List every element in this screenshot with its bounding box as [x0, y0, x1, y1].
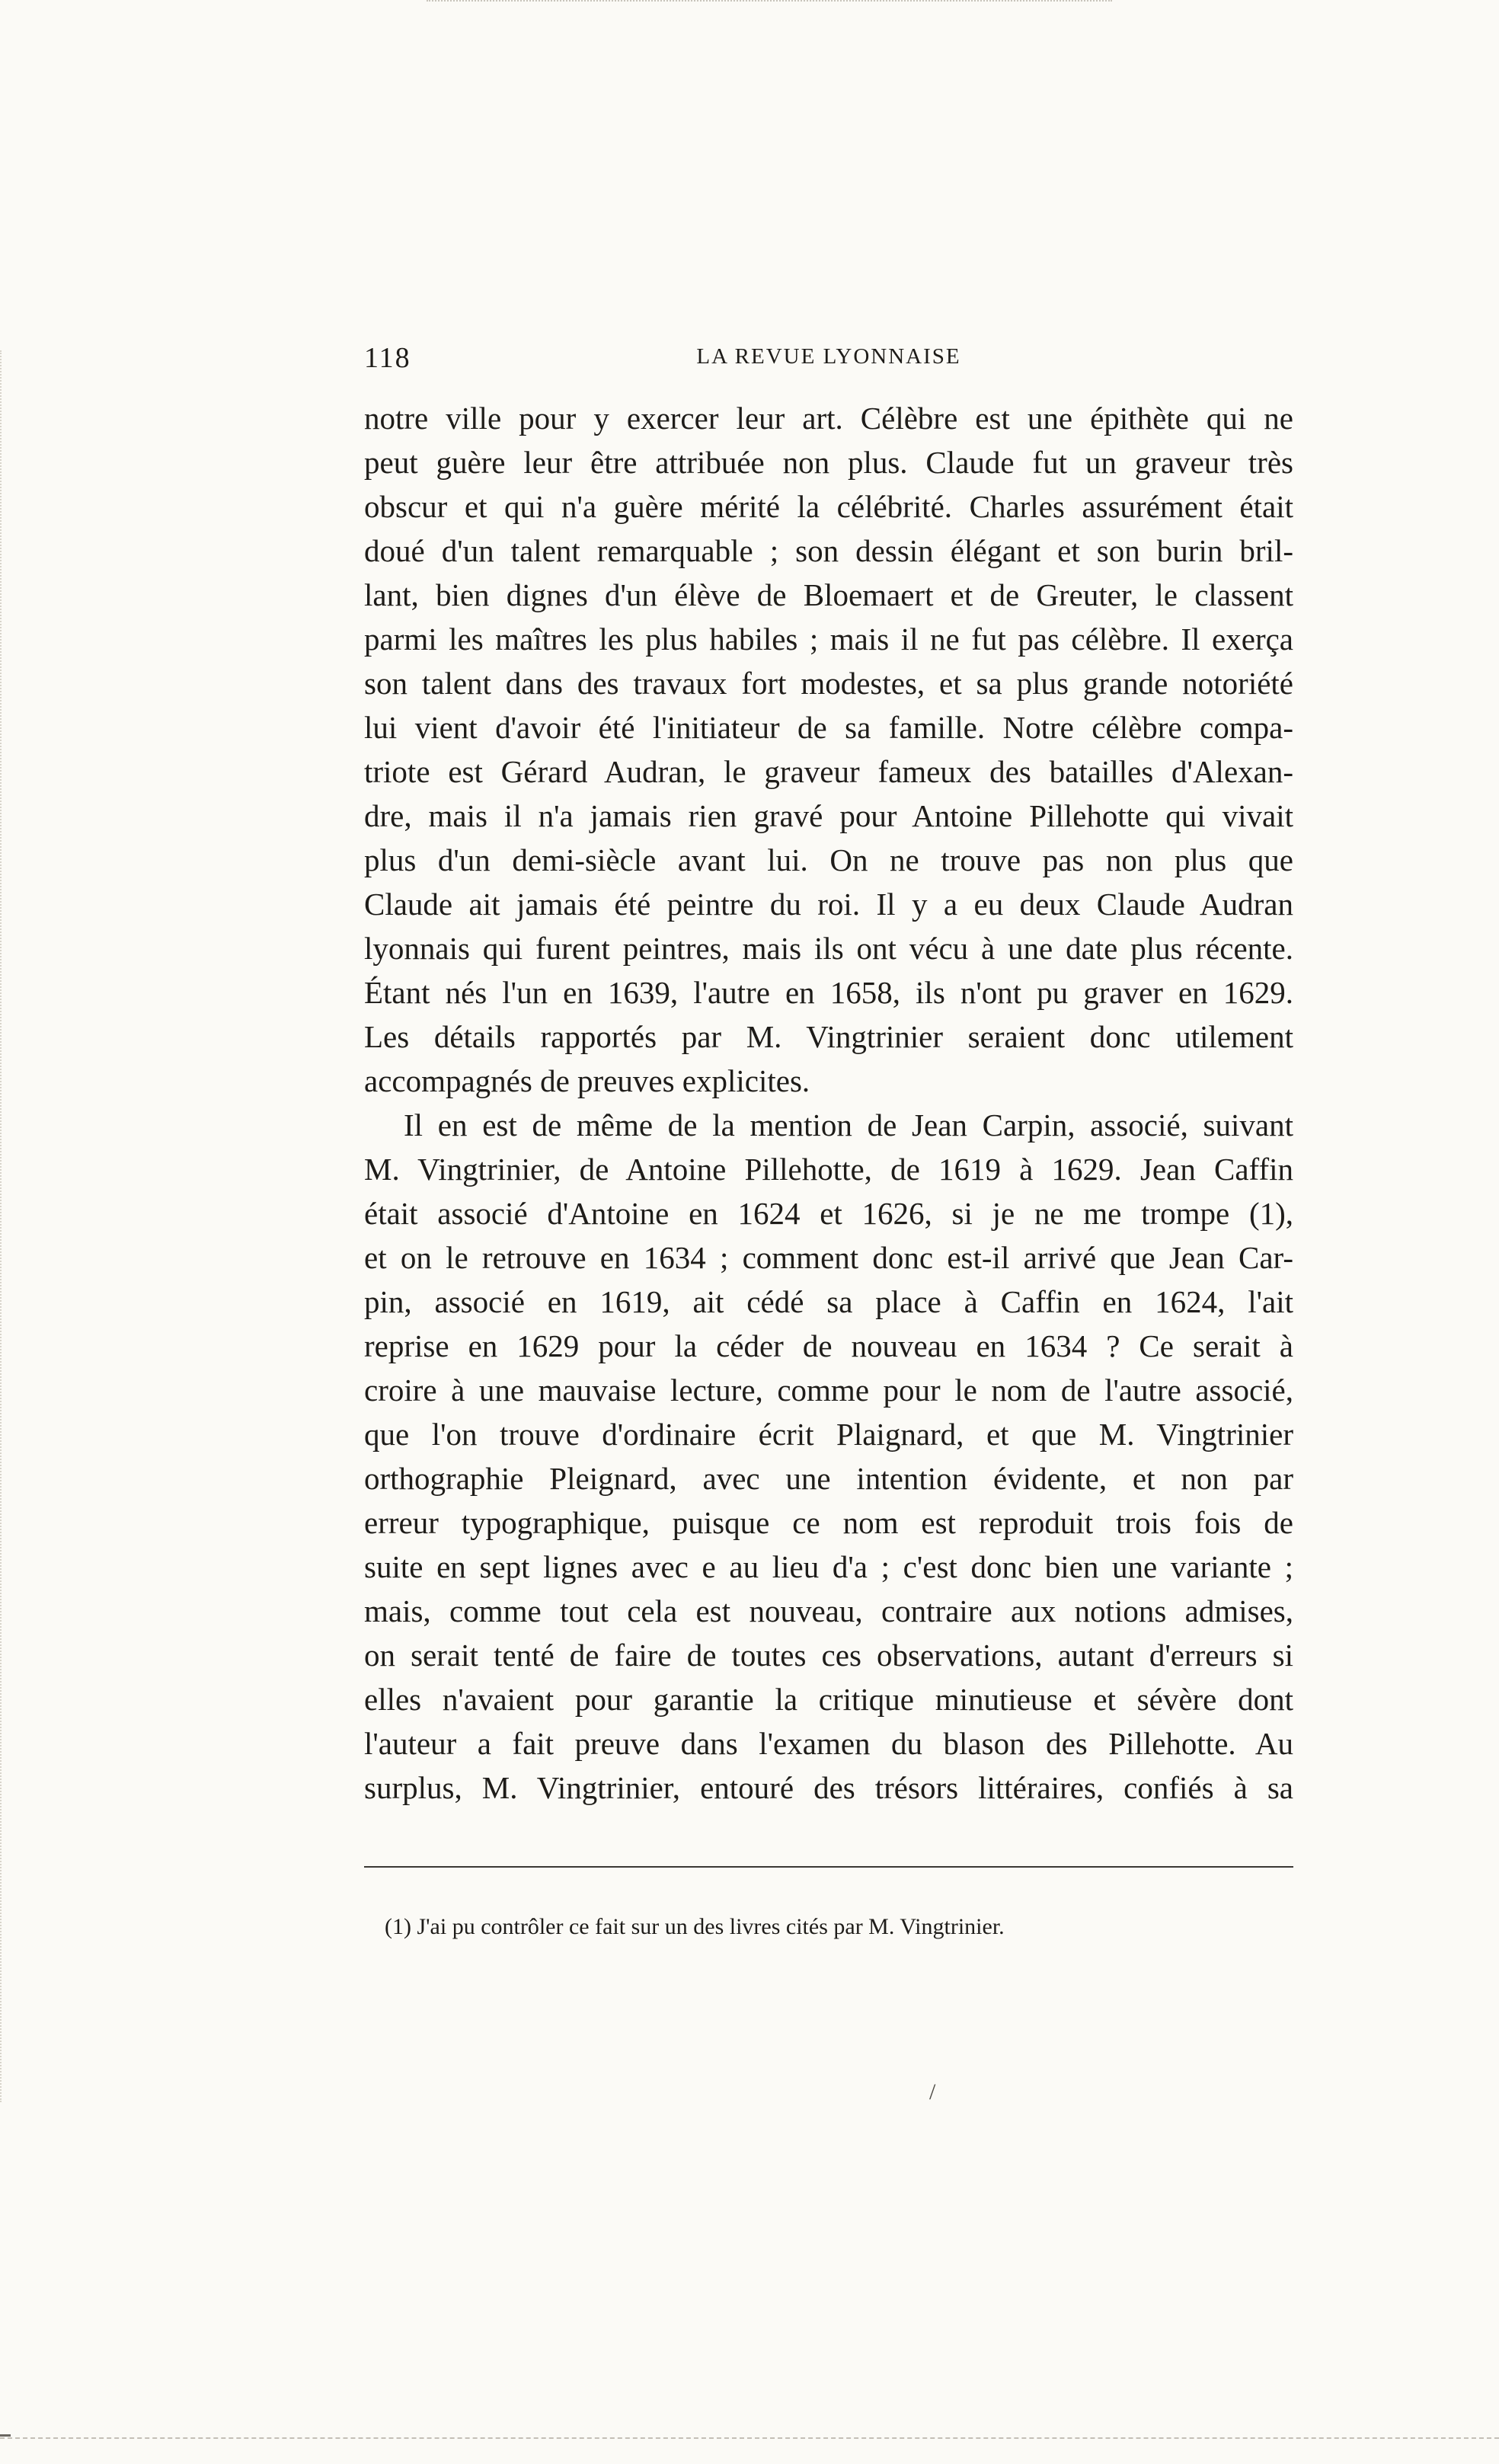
text-line: triote est Gérard Audran, le graveur fameux des batailles d'Alexan- [364, 754, 1293, 789]
body-text [364, 396, 1293, 1810]
text-line: accompagnés de preuves explicites. [364, 1063, 810, 1098]
text-line: parmi les maîtres les plus habiles ; mais il ne fut pas célèbre. Il exerça [364, 622, 1293, 657]
text-line: Il en est de même de la mention de Jean Carpin, associé, suivant [404, 1107, 1293, 1143]
text-line: et on le retrouve en 1634 ; comment donc est-il arrivé que Jean Car- [364, 1240, 1293, 1275]
text-line: lant, bien dignes d'un élève de Bloemaert et de Greuter, le classent [364, 577, 1293, 612]
text-line: orthographie Pleignard, avec une intention évidente, et non par [364, 1461, 1293, 1496]
text-line: surplus, M. Vingtrinier, entouré des trésors littéraires, confiés à sa [364, 1770, 1293, 1805]
footnote: (1) J'ai pu contrôler ce fait sur un des livres cités par M. Vingtrinier. [385, 1914, 1005, 1939]
text-line: lui vient d'avoir été l'initiateur de sa famille. Notre célèbre compa- [364, 710, 1293, 745]
text-line: mais, comme tout cela est nouveau, contraire aux notions admises, [364, 1593, 1293, 1628]
scan-mark [0, 2434, 11, 2437]
scan-edge-top [427, 0, 1112, 3]
text-line: Claude ait jamais été peintre du roi. Il y a eu deux Claude Audran [364, 887, 1293, 922]
text-line: pin, associé en 1619, ait cédé sa place à Caffin en 1624, l'ait [364, 1284, 1293, 1319]
text-line: l'auteur a fait preuve dans l'examen du blason des Pillehotte. Au [364, 1726, 1293, 1761]
text-line: doué d'un talent remarquable ; son dessin élégant et son burin bril- [364, 533, 1293, 568]
text-line: plus d'un demi-siècle avant lui. On ne trouve pas non plus que [364, 842, 1293, 877]
text-line: suite en sept lignes avec e au lieu d'a ; c'est donc bien une variante ; [364, 1549, 1293, 1584]
text-line: dre, mais il n'a jamais rien gravé pour Antoine Pillehotte qui vivait [364, 798, 1293, 833]
text-line: elles n'avaient pour garantie la critique minutieuse et sévère dont [364, 1682, 1293, 1717]
text-line: Les détails rapportés par M. Vingtrinier seraient donc utilement [364, 1019, 1293, 1054]
text-line: lyonnais qui furent peintres, mais ils ont vécu à une date plus récente. [364, 931, 1293, 966]
text-line: peut guère leur être attribuée non plus. Claude fut un graveur très [364, 445, 1293, 480]
text-line: on serait tenté de faire de toutes ces observations, autant d'erreurs si [364, 1638, 1293, 1673]
scan-edge-bottom [0, 2437, 1499, 2440]
scan-edge-left [0, 350, 3, 2102]
page-header [364, 341, 1293, 379]
text-line: erreur typographique, puisque ce nom est reproduit trois fois de [364, 1505, 1293, 1540]
text-line: notre ville pour y exercer leur art. Célèbre est une épithète qui ne [364, 401, 1293, 436]
text-line: reprise en 1629 pour la céder de nouveau en 1634 ? Ce serait à [364, 1328, 1293, 1363]
text-line: Étant nés l'un en 1639, l'autre en 1658, ils n'ont pu graver en 1629. [364, 975, 1293, 1010]
stray-mark: / [929, 2079, 936, 2104]
text-line: obscur et qui n'a guère mérité la célébrité. Charles assurément était [364, 489, 1293, 524]
running-title: LA REVUE LYONNAISE [696, 344, 961, 369]
text-line: M. Vingtrinier, de Antoine Pillehotte, de 1619 à 1629. Jean Caffin [364, 1152, 1293, 1187]
text-line: que l'on trouve d'ordinaire écrit Plaignard, et que M. Vingtrinier [364, 1417, 1293, 1452]
text-line: croire à une mauvaise lecture, comme pour le nom de l'autre associé, [364, 1373, 1293, 1408]
text-line: était associé d'Antoine en 1624 et 1626, si je ne me trompe (1), [364, 1196, 1293, 1231]
text-line: son talent dans des travaux fort modestes, et sa plus grande notoriété [364, 666, 1293, 701]
page-number: 118 [364, 342, 411, 374]
footnote-divider [364, 1866, 1293, 1868]
